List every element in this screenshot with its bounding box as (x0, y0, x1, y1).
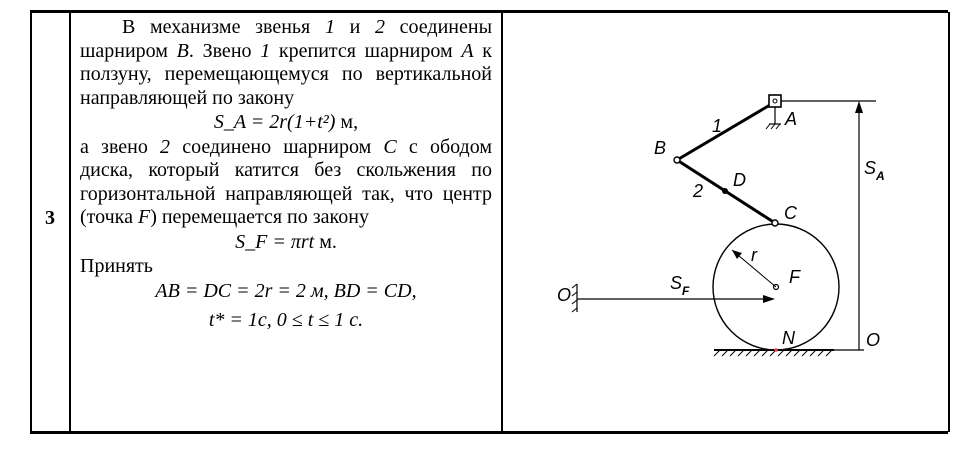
text-fragment: В механизме звенья (122, 16, 325, 38)
label-sa-sub: A (876, 169, 885, 183)
paragraph-2 (80, 136, 492, 230)
joint-b-ref: B (176, 39, 189, 62)
row-number: 3 (45, 207, 55, 229)
text-fragment: с ободом диска, который катится без скольжения по горизонтальной направляющей так, что центр (точка (80, 135, 492, 228)
formula-sf-expr: S_F = πrt (235, 230, 315, 253)
label-f: F (789, 267, 800, 287)
ground-support (714, 350, 864, 356)
label-o-right: O (866, 330, 881, 350)
mechanism-diagram (504, 14, 944, 430)
label-b: B (654, 138, 667, 158)
formula-sa-unit: м, (335, 111, 359, 133)
joint-a-ref: A (461, 39, 474, 62)
mechanism-svg (504, 14, 944, 430)
link-1 (677, 102, 775, 160)
label-sf: S (670, 273, 683, 293)
text-fragment: соединено шарниром (170, 135, 384, 158)
formula-sf (80, 231, 492, 255)
label-link-1: 1 (712, 116, 723, 136)
sa-dimension (855, 101, 863, 350)
paragraph-1 (80, 16, 492, 110)
label-a: A (785, 109, 798, 129)
contact-point-n (774, 348, 778, 352)
text-fragment: а звено (80, 135, 161, 158)
text-fragment: к ползуну, перемещающемуся по вертикальной направляющей по закону (80, 39, 492, 109)
link-number-2-ref: 2 (160, 135, 171, 158)
joint-c-ref: C (383, 135, 397, 158)
formula-sa-expr: S_A = 2r(1+t²) (213, 111, 336, 133)
text-fragment: крепится шарниром (270, 39, 462, 62)
text-fragment: ) перемещается по закону (150, 206, 369, 228)
formula-lengths: AB = DC = 2r = 2 м, BD = CD, (155, 279, 417, 302)
link-number-2: 2 (375, 16, 385, 38)
label-link-2: 2 (693, 181, 704, 201)
label-d: D (733, 170, 746, 190)
column-divider-1 (69, 12, 71, 432)
joint-b (674, 157, 680, 163)
joint-c (772, 220, 778, 226)
accept-label: Принять (80, 255, 153, 277)
label-n: N (782, 328, 795, 348)
text-fragment: и (334, 16, 375, 38)
formula-time: t* = 1c, 0 ≤ t ≤ 1 c. (208, 309, 364, 331)
label-o-left: O (557, 285, 572, 305)
text-fragment: соединены шарниром (80, 16, 493, 62)
point-f-ref: F (137, 206, 151, 228)
label-c: C (784, 203, 797, 223)
column-divider-2 (501, 12, 503, 432)
task-text (80, 16, 492, 334)
label-sf-sub: F (682, 284, 690, 298)
text-fragment: . Звено (188, 39, 261, 62)
link-number-1-again: 1 (260, 39, 271, 62)
link-number-1: 1 (324, 16, 335, 38)
label-r: r (751, 245, 757, 265)
formula-sf-unit: м. (314, 230, 337, 253)
label-sa: S (864, 158, 877, 178)
point-d (722, 188, 728, 194)
formula-sa (80, 111, 492, 135)
